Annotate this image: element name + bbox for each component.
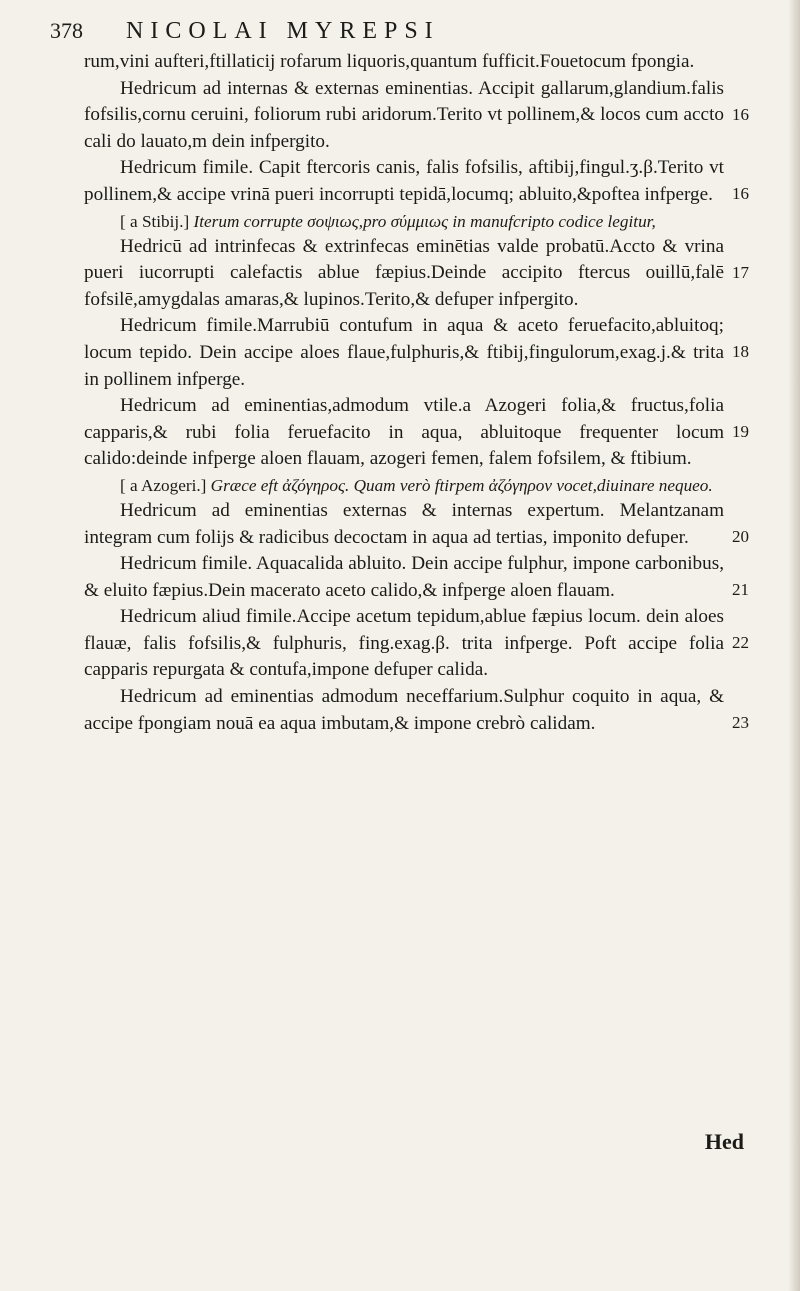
recipe-paragraph xyxy=(84,313,724,393)
recipe-paragraph xyxy=(84,604,724,684)
paragraph-text: Hedricum aliud fimile.Accipe acetum tepidum,ablue fæpius locum. dein aloes flauæ, falis fofsilis,& fulphuris, fing.exag.β. trita infperge. Poft accipe folia capparis repurgata & contufa,impone defuper calida. xyxy=(84,606,724,681)
margin-number: 20 xyxy=(732,527,749,546)
recipe-paragraph xyxy=(84,76,724,156)
margin-number: 17 xyxy=(732,263,749,282)
recipe-paragraph xyxy=(84,155,724,208)
note-lemma: [ a Azogeri.] xyxy=(120,475,211,495)
margin-number: 16 xyxy=(732,184,749,203)
margin-number: 18 xyxy=(732,342,749,361)
paragraph-text: Hedricū ad intrinfecas & extrinfecas eminētias valde probatū.Accto & vrina pueri iucorrupti calefactis ablue fæpius.Deinde accipito ftercus ouillū,falē fofsilē,amygdalas amaras,& lupinos.Terito,& defuper infpergito. xyxy=(84,235,724,310)
text-body xyxy=(84,49,749,737)
recipe-paragraph xyxy=(84,393,724,473)
running-head xyxy=(50,18,760,45)
note-lemma: [ a Stibij.] xyxy=(120,211,194,231)
note-text: Græce eft ἀζόγηρος. Quam verò ftirpem ἀζόγηρον vocet,diuinare nequeo. xyxy=(210,475,713,495)
paragraph-text: rum,vini aufteri,ftillaticij rofarum liquoris,quantum fufficit.Fouetocum fpongia. xyxy=(84,51,695,72)
annotation-note xyxy=(84,209,724,234)
paragraph-text: Hedricum ad eminentias externas & internas expertum. Melantzanam integram cum folijs & radicibus decoctam in aqua ad tertias, imponito defuper. xyxy=(84,499,724,548)
recipe-paragraph xyxy=(84,684,724,737)
margin-number: 21 xyxy=(732,580,749,599)
note-text: Iterum corrupte σοψιως,pro σύμμιως in manufcripto codice legitur, xyxy=(193,211,656,231)
recipe-paragraph xyxy=(84,551,724,604)
margin-number: 16 xyxy=(732,105,749,124)
recipe-paragraph xyxy=(84,498,724,551)
recipe-paragraph xyxy=(84,49,724,76)
margin-number: 19 xyxy=(732,422,749,441)
page-number: 378 xyxy=(50,18,83,43)
paragraph-text: Hedricum ad internas & externas eminentias. Accipit gallarum,glandium.falis fofsilis,cornu ceruini, foliorum rubi aridorum.Terito vt pollinem,& locos cum accto cali do lauato,m dein infpergito. xyxy=(84,77,724,152)
margin-number: 22 xyxy=(732,633,749,652)
paragraph-text: Hedricum ad eminentias admodum neceffarium.Sulphur coquito in aqua, & accipe fpongiam nouā ea aqua imbutam,& impone crebrò calidam. xyxy=(84,686,724,734)
paragraph-text: Hedricum fimile.Marrubiū contufum in aqua & aceto feruefacito,abluitoq; locum tepido. Dein accipe aloes flaue,fulphuris,& ftibij,fingulorum,exag.j.& trita in pollinem infperge. xyxy=(84,315,724,390)
page-edge-shadow xyxy=(788,0,800,1291)
margin-number: 23 xyxy=(732,713,749,732)
paragraph-text: Hedricum fimile. Aquacalida abluito. Dein accipe fulphur, impone carbonibus, & eluito fæpius.Dein macerato aceto calido,& infperge aloen flauam. xyxy=(84,553,724,601)
running-title: NICOLAI MYREPSI xyxy=(126,18,440,44)
recipe-paragraph xyxy=(84,234,724,314)
catchword: Hed xyxy=(704,1129,744,1154)
annotation-note xyxy=(84,473,724,498)
paragraph-text: Hedricum fimile. Capit ftercoris canis, falis fofsilis, aftibij,fingul.ʒ.β.Terito vt pollinem,& accipe vrinā pueri incorrupti tepidā,locumq; abluito,&poftea infperge. xyxy=(84,157,724,205)
paragraph-text: Hedricum ad eminentias,admodum vtile.a Azogeri folia,& fructus,folia capparis,& rubi folia feruefacito in aqua, abluitoque frequenter locum calido:deinde infperge aloen flauam, azogeri femen, falem fofsilem, & ftibium. xyxy=(84,395,724,470)
